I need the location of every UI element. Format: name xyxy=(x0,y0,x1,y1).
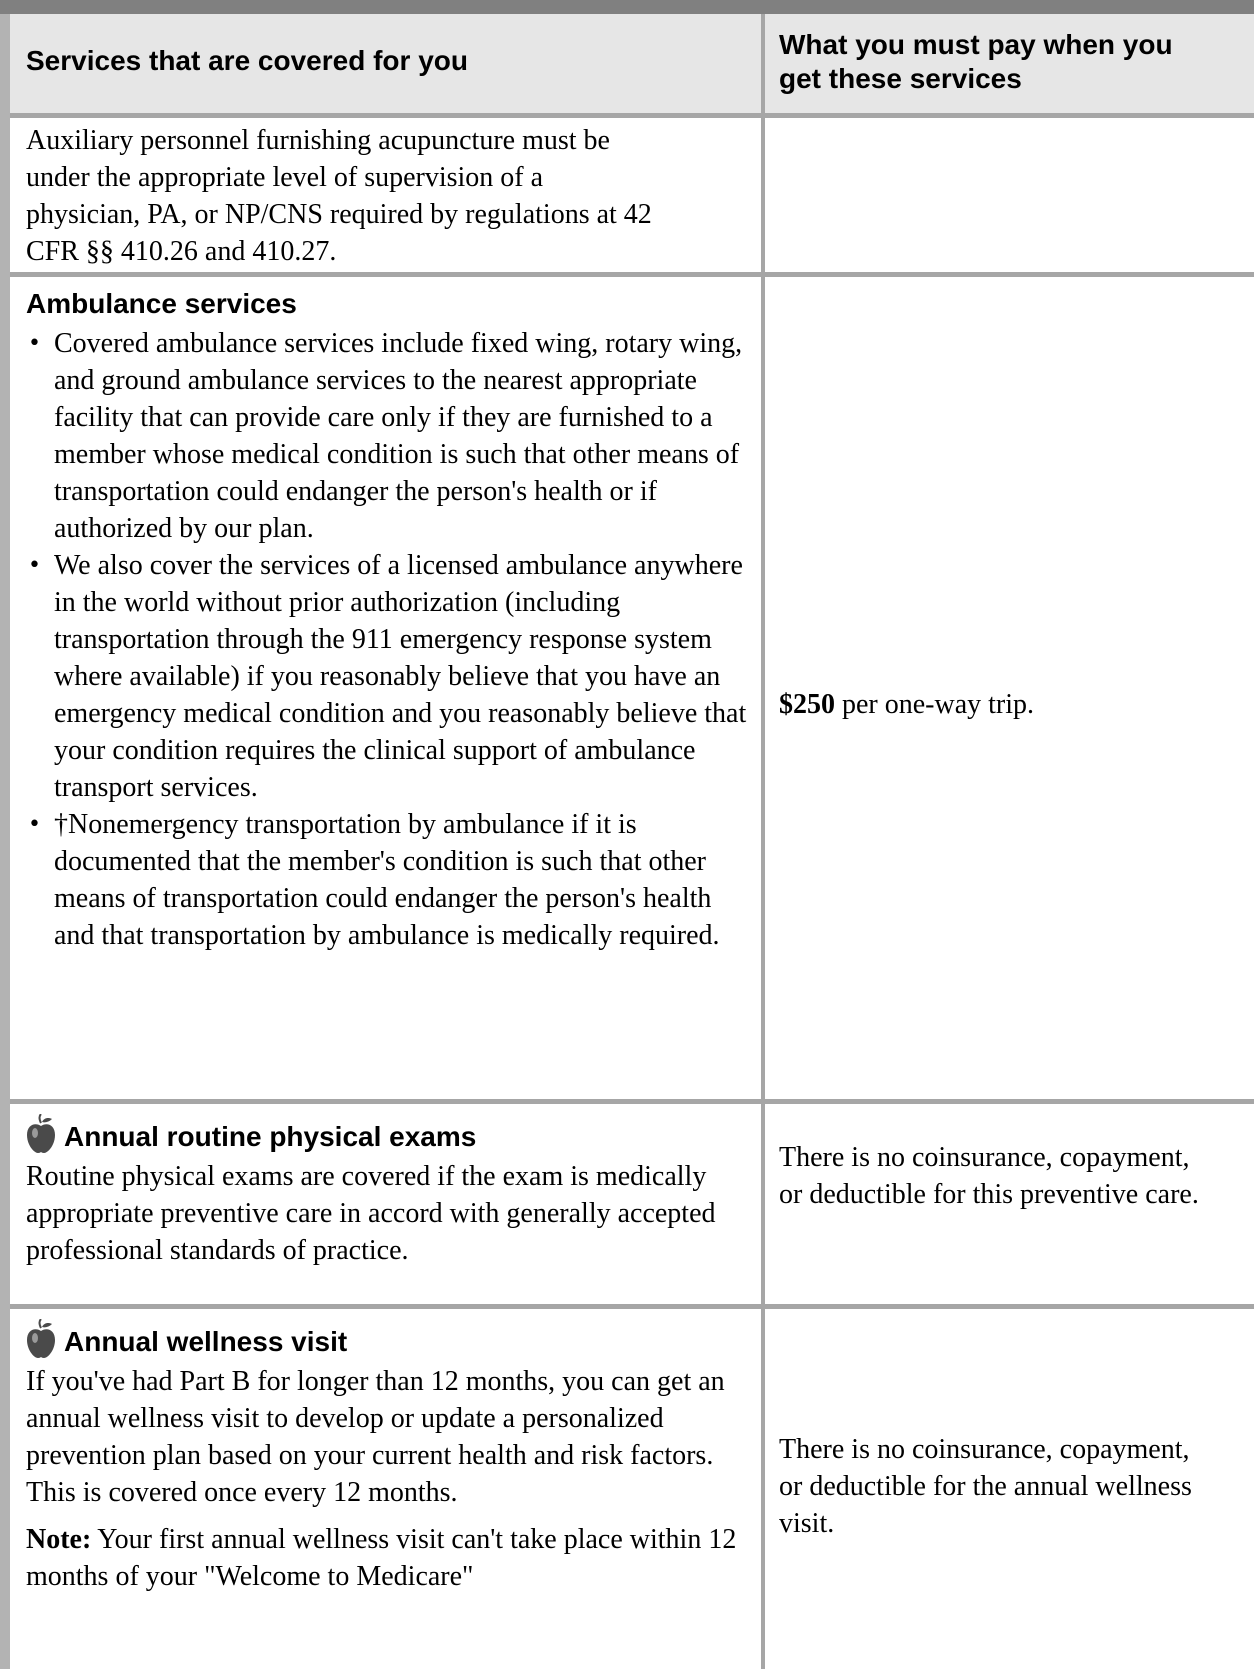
bullet-item: • We also cover the services of a licensed ambulance anywhere in the world without prior authorization (including transportation through the 911 emergency response system where available) if you reasonably believe that you have an emergency medical condition and you reasonably believe that your condition requires the clinical support of ambulance transport services. xyxy=(26,547,748,806)
column-header-cost-line: What you must pay when you xyxy=(779,29,1173,60)
note-label: Note: xyxy=(26,1524,92,1555)
note-text: Your first annual wellness visit can't take place within 12 months of your "Welcome to Medicare" xyxy=(26,1524,737,1592)
apple-icon xyxy=(26,1114,56,1154)
section-heading xyxy=(26,1114,748,1154)
row-divider xyxy=(10,113,1254,118)
cost-description: per one-way trip. xyxy=(835,689,1035,720)
acupuncture-continuation-text xyxy=(26,122,751,270)
table-left-border xyxy=(0,14,10,1669)
row-divider xyxy=(10,1099,1254,1104)
section-body: If you've had Part B for longer than 12 months, you can get an annual wellness visit to develop or update a personalized prevention plan based on your current health and risk factors. This is covered once every 12 months. xyxy=(26,1366,725,1508)
text-line: physician, PA, or NP/CNS required by regulations at 42 xyxy=(26,199,652,230)
column-header-cost-line: get these services xyxy=(779,63,1022,94)
text-line: under the appropriate level of supervision of a xyxy=(26,162,544,193)
section-title: Annual routine physical exams xyxy=(64,1121,477,1152)
annual-wellness-section xyxy=(26,1319,748,1595)
wellness-visit-cost: There is no coinsurance, copayment, or deductible for the annual wellness visit. xyxy=(779,1434,1192,1539)
bullet-item: • Covered ambulance services include fixed wing, rotary wing, and ground ambulance services to the nearest appropriate facility that can provide care only if they are furnished to a member whose medical condition is such that other means of transportation could endanger the person's health or if authorized by our plan. xyxy=(26,325,748,547)
note-paragraph xyxy=(26,1521,748,1595)
cost-amount: $250 xyxy=(779,689,835,720)
row-divider xyxy=(10,1304,1254,1309)
text-line: CFR §§ 410.26 and 410.27. xyxy=(26,236,337,267)
section-title: Ambulance services xyxy=(26,288,297,319)
physical-exam-cost: There is no coinsurance, copayment, or deductible for this preventive care. xyxy=(779,1142,1199,1210)
table-top-border xyxy=(0,0,1254,14)
annual-physical-section xyxy=(26,1114,748,1269)
bullet-list xyxy=(26,325,748,954)
column-header-cost xyxy=(779,28,1173,96)
ambulance-cost xyxy=(779,686,1239,723)
text-line: Auxiliary personnel furnishing acupuncture must be xyxy=(26,125,610,156)
column-divider xyxy=(761,14,765,1669)
ambulance-services-section xyxy=(26,287,748,954)
apple-icon xyxy=(26,1319,56,1359)
section-body: Routine physical exams are covered if the exam is medically appropriate preventive care in accord with generally accepted professional standards of practice. xyxy=(26,1161,716,1266)
column-header-services: Services that are covered for you xyxy=(26,45,468,76)
section-heading xyxy=(26,1319,748,1359)
row-divider xyxy=(10,272,1254,277)
bullet-item: • †Nonemergency transportation by ambulance if it is documented that the member's condition is such that other means of transportation could endanger the person's health and that transportation by ambulance is medically required. xyxy=(26,806,748,954)
section-title: Annual wellness visit xyxy=(64,1326,348,1357)
